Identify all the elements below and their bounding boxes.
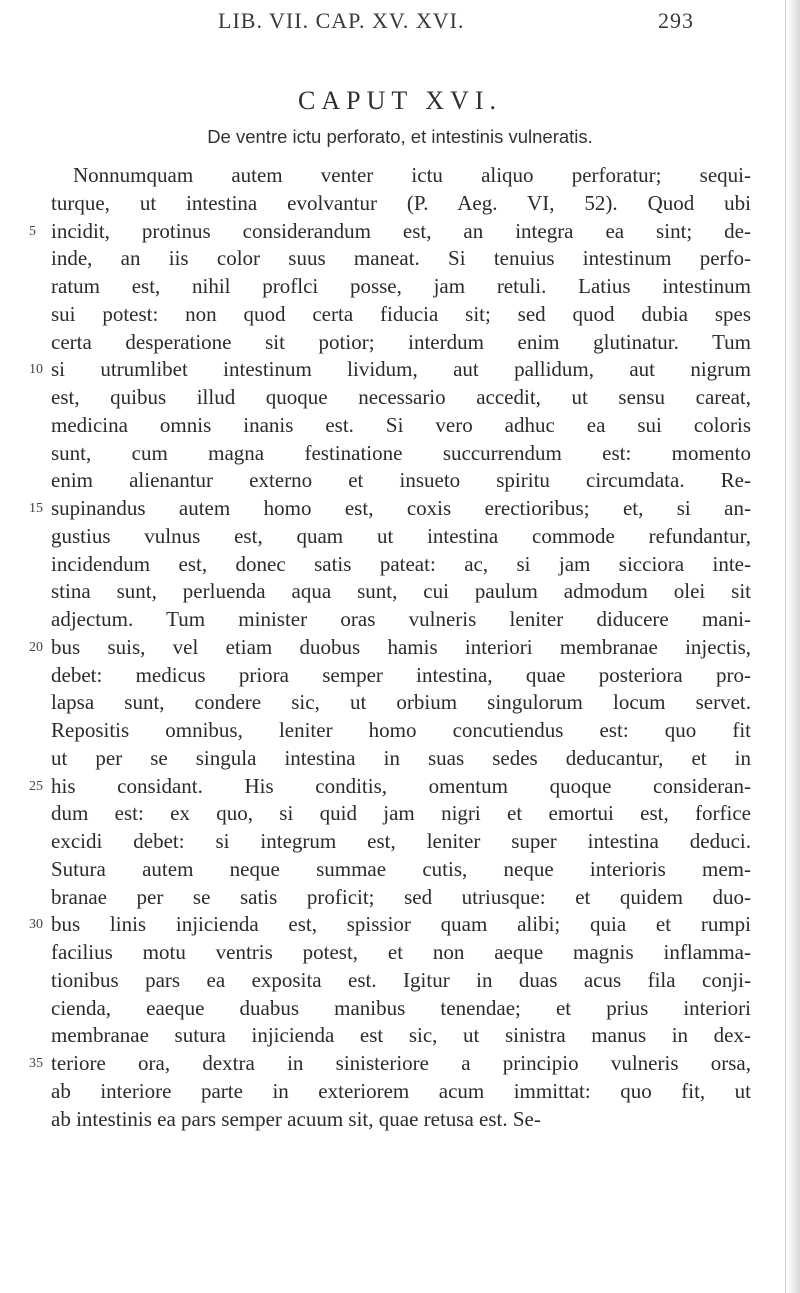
line-text: gustius vulnus est, quam ut intestina commode refundantur, xyxy=(51,523,751,548)
line-text: branae per se satis proficit; sed utriusque: et quidem duo- xyxy=(51,884,751,909)
line-number: 35 xyxy=(29,1056,43,1071)
line-text: debet: medicus priora semper intestina, quae posteriora pro- xyxy=(51,662,751,687)
line-number: 5 xyxy=(29,223,36,239)
text-line xyxy=(51,967,751,995)
text-line xyxy=(51,551,751,579)
line-text: adjectum. Tum minister oras vulneris leniter diducere mani- xyxy=(51,607,751,631)
text-line xyxy=(51,440,751,468)
line-text: incidendum est, donec satis pateat: ac, si jam sicciora inte- xyxy=(51,551,751,576)
text-line xyxy=(29,356,751,384)
line-text: supinandus autem homo est, coxis erectioribus; et, si an- xyxy=(51,496,751,520)
line-text: certa desperatione sit potior; interdum enim glutinatur. Tum xyxy=(51,329,751,354)
line-text: incidit, protinus considerandum est, an integra ea sint; de- xyxy=(51,218,751,243)
text-line xyxy=(51,606,751,634)
line-text: cienda, eaeque duabus manibus tenendae; et prius interiori xyxy=(51,995,751,1020)
text-line xyxy=(51,523,751,551)
page-number: 293 xyxy=(658,8,694,33)
text-line xyxy=(51,745,751,773)
text-line xyxy=(51,1078,751,1106)
chapter-subtitle: De ventre ictu perforato, et intestinis vulneratis. xyxy=(207,126,593,147)
text-line xyxy=(51,190,751,218)
text-line xyxy=(51,329,751,357)
line-text: teriore ora, dextra in sinisteriore a principio vulneris orsa, xyxy=(51,1051,751,1075)
line-text: turque, ut intestina evolvantur (P. Aeg. VI, 52). Quod ubi xyxy=(51,190,751,215)
line-text: ratum est, nihil proflci posse, jam retuli. Latius intestinum xyxy=(51,274,751,298)
text-line xyxy=(51,273,751,301)
line-text: excidi debet: si integrum est, leniter super intestina deduci. xyxy=(51,829,751,853)
text-line xyxy=(51,162,751,190)
line-number: 15 xyxy=(29,501,43,516)
running-head xyxy=(218,8,738,42)
text-line xyxy=(29,1050,751,1078)
text-line xyxy=(51,828,751,856)
text-line xyxy=(51,301,751,329)
line-number: 10 xyxy=(29,362,43,378)
line-text: inde, an iis color suus maneat. Si tenuius intestinum perfo- xyxy=(51,246,751,271)
text-line xyxy=(51,995,751,1023)
line-text: ab intestinis ea pars semper acuum sit, quae retusa est. Se- xyxy=(51,1106,541,1131)
line-text: facilius motu ventris potest, et non aeque magnis inflamma- xyxy=(51,940,751,964)
line-text: sui potest: non quod certa fiducia sit; sed quod dubia spes xyxy=(51,301,751,326)
text-line xyxy=(51,689,751,717)
text-line xyxy=(51,1106,751,1134)
line-text: medicina omnis inanis est. Si vero adhuc ea sui coloris xyxy=(51,412,751,437)
text-line xyxy=(51,856,751,884)
line-text: enim alienantur externo et insueto spiritu circumdata. Re- xyxy=(51,468,751,493)
text-line xyxy=(51,939,751,967)
text-line xyxy=(51,467,751,495)
text-line xyxy=(51,800,751,828)
chapter-title: CAPUT XVI. xyxy=(298,86,502,115)
line-text: si utrumlibet intestinum lividum, aut pallidum, aut nigrum xyxy=(51,357,751,382)
text-line xyxy=(51,662,751,690)
line-text: lapsa sunt, condere sic, ut orbium singulorum locum servet. xyxy=(51,690,751,715)
running-head-text: LIB. VII. CAP. XV. XVI. xyxy=(218,8,465,33)
line-text: stina sunt, perluenda aqua sunt, cui paulum admodum olei sit xyxy=(51,579,751,604)
line-text: tionibus pars ea exposita est. Igitur in duas acus fila conji- xyxy=(51,967,751,992)
line-text: Nonnumquam autem venter ictu aliquo perforatur; sequi- xyxy=(73,163,751,187)
text-line xyxy=(51,245,751,273)
line-text: bus linis injicienda est, spissior quam alibi; quia et rumpi xyxy=(51,912,751,937)
line-text: ab interiore parte in exteriorem acum immittat: quo fit, ut xyxy=(51,1078,751,1103)
line-text: his considant. His conditis, omentum quoque consideran- xyxy=(51,773,751,798)
line-text: Repositis omnibus, leniter homo concutiendus est: quo fit xyxy=(51,718,751,742)
text-line xyxy=(51,384,751,412)
line-text: est, quibus illud quoque necessario accedit, ut sensu careat, xyxy=(51,385,751,409)
line-text: bus suis, vel etiam duobus hamis interiori membranae injectis, xyxy=(51,634,751,659)
line-text: Sutura autem neque summae cutis, neque interioris mem- xyxy=(51,856,751,881)
text-line xyxy=(29,634,751,662)
text-line xyxy=(29,218,751,246)
text-line xyxy=(29,911,751,939)
text-line xyxy=(29,495,751,523)
line-text: membranae sutura injicienda est sic, ut sinistra manus in dex- xyxy=(51,1023,751,1048)
text-line xyxy=(51,884,751,912)
line-number: 20 xyxy=(29,639,43,655)
text-line xyxy=(51,412,751,440)
line-number: 25 xyxy=(29,778,43,794)
line-text: dum est: ex quo, si quid jam nigri et emortui est, forfice xyxy=(51,801,751,826)
text-line xyxy=(51,1022,751,1050)
page-edge xyxy=(785,0,800,1293)
line-number: 30 xyxy=(29,917,43,933)
text-line xyxy=(29,773,751,801)
text-line xyxy=(51,578,751,606)
line-text: ut per se singula intestina in suas sedes deducantur, et in xyxy=(51,745,751,770)
text-line xyxy=(51,717,751,745)
line-text: sunt, cum magna festinatione succurrendum est: momento xyxy=(51,440,751,465)
body-text xyxy=(29,162,751,1133)
